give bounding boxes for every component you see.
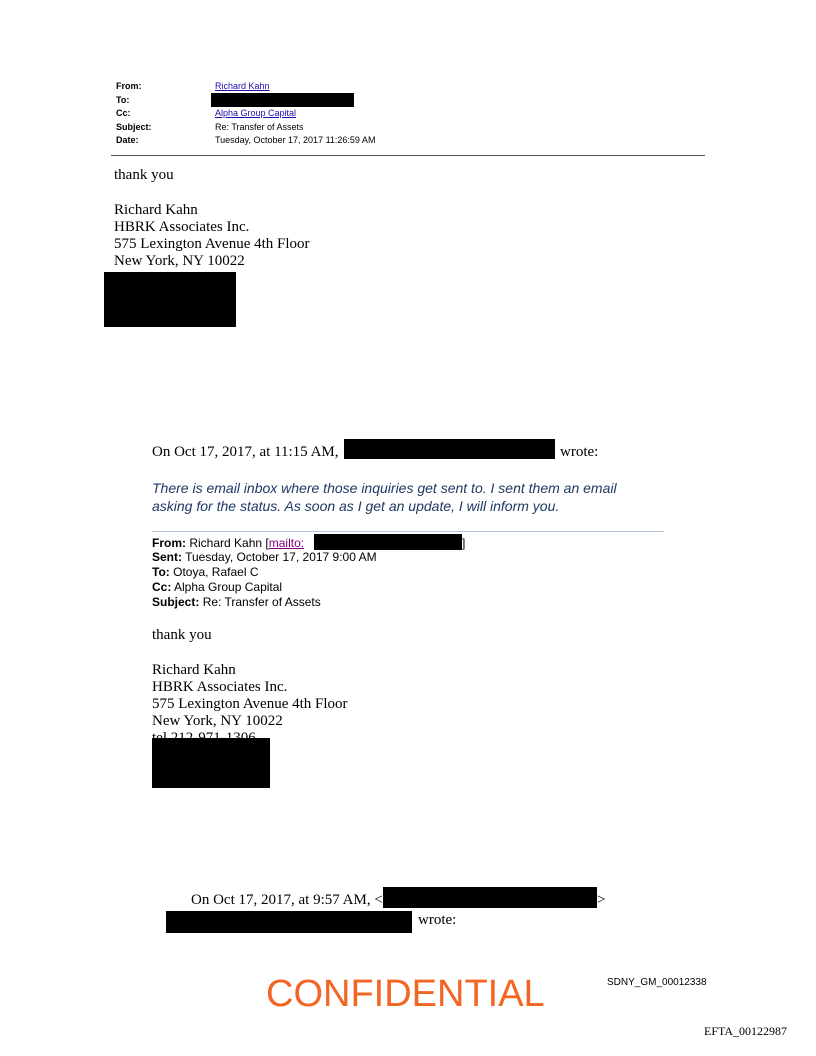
redaction-signature-2 — [152, 738, 270, 788]
signature-company-2: HBRK Associates Inc. — [152, 679, 288, 695]
fwd-sent-row — [152, 551, 377, 564]
fwd-subject-value: Re: Transfer of Assets — [202, 595, 321, 609]
fwd-cc-row — [152, 581, 282, 594]
cc-link[interactable]: Alpha Group Capital — [215, 108, 297, 118]
quoted-line-2: asking for the status. As soon as I get an update, I will inform you. — [152, 498, 560, 514]
redaction-signature-1 — [104, 272, 236, 327]
date-label: Date: — [116, 135, 139, 145]
subject-label: Subject: — [116, 122, 152, 132]
fwd-cc-label: Cc: — [152, 580, 172, 594]
fwd-sent-label: Sent: — [152, 550, 182, 564]
fwd-from-label: From: — [152, 536, 186, 550]
date-value: Tuesday, October 17, 2017 11:26:59 AM — [215, 135, 376, 145]
fwd-to-label: To: — [152, 565, 170, 579]
quote-divider — [152, 531, 664, 532]
reply-intro: On Oct 17, 2017, at 11:15 AM, — [152, 444, 339, 460]
fwd-from-row — [152, 537, 304, 550]
quoted-line-1: There is email inbox where those inquiries get sent to. I sent them an email — [152, 480, 617, 496]
to-label: To: — [116, 95, 130, 105]
signature-company: HBRK Associates Inc. — [114, 219, 250, 235]
subject-value: Re: Transfer of Assets — [215, 122, 304, 132]
fwd-to-row — [152, 566, 258, 579]
signature-name-2: Richard Kahn — [152, 662, 236, 678]
body-text-2: thank you — [152, 627, 212, 643]
body-text: thank you — [114, 167, 174, 183]
fwd-sent-value: Tuesday, October 17, 2017 9:00 AM — [185, 550, 377, 564]
fwd-from-value: Richard Kahn [ — [189, 536, 269, 550]
cc-label: Cc: — [116, 108, 131, 118]
fwd-cc-value: Alpha Group Capital — [174, 580, 283, 594]
redaction-to — [211, 93, 354, 107]
confidential-stamp: CONFIDENTIAL — [266, 973, 545, 1015]
redaction-sender-2 — [383, 887, 597, 908]
signature-address-2: 575 Lexington Avenue 4th Floor — [152, 696, 348, 712]
fwd-subject-row — [152, 596, 321, 609]
reply2-intro: On Oct 17, 2017, at 9:57 AM, < — [191, 892, 383, 908]
from-label: From: — [116, 81, 142, 91]
reply2-intro-gt: > — [597, 892, 606, 908]
reply-intro-wrote: wrote: — [560, 444, 599, 460]
reply2-wrote: wrote: — [418, 912, 457, 928]
redaction-mailto — [314, 534, 462, 550]
redaction-sender-2b — [166, 911, 412, 933]
from-link[interactable]: Richard Kahn — [215, 81, 270, 91]
efta-number: EFTA_00122987 — [704, 1024, 788, 1038]
signature-city: New York, NY 10022 — [114, 253, 245, 269]
header-divider — [111, 155, 705, 156]
redaction-sender-1 — [344, 439, 555, 459]
signature-name: Richard Kahn — [114, 202, 198, 218]
fwd-bracket: ] — [462, 536, 466, 550]
fwd-to-value: Otoya, Rafael C — [173, 565, 259, 579]
mailto-link[interactable]: mailto: — [268, 536, 305, 550]
bates-number: SDNY_GM_00012338 — [607, 977, 707, 988]
signature-city-2: New York, NY 10022 — [152, 713, 283, 729]
fwd-subject-label: Subject: — [152, 595, 200, 609]
signature-address: 575 Lexington Avenue 4th Floor — [114, 236, 310, 252]
